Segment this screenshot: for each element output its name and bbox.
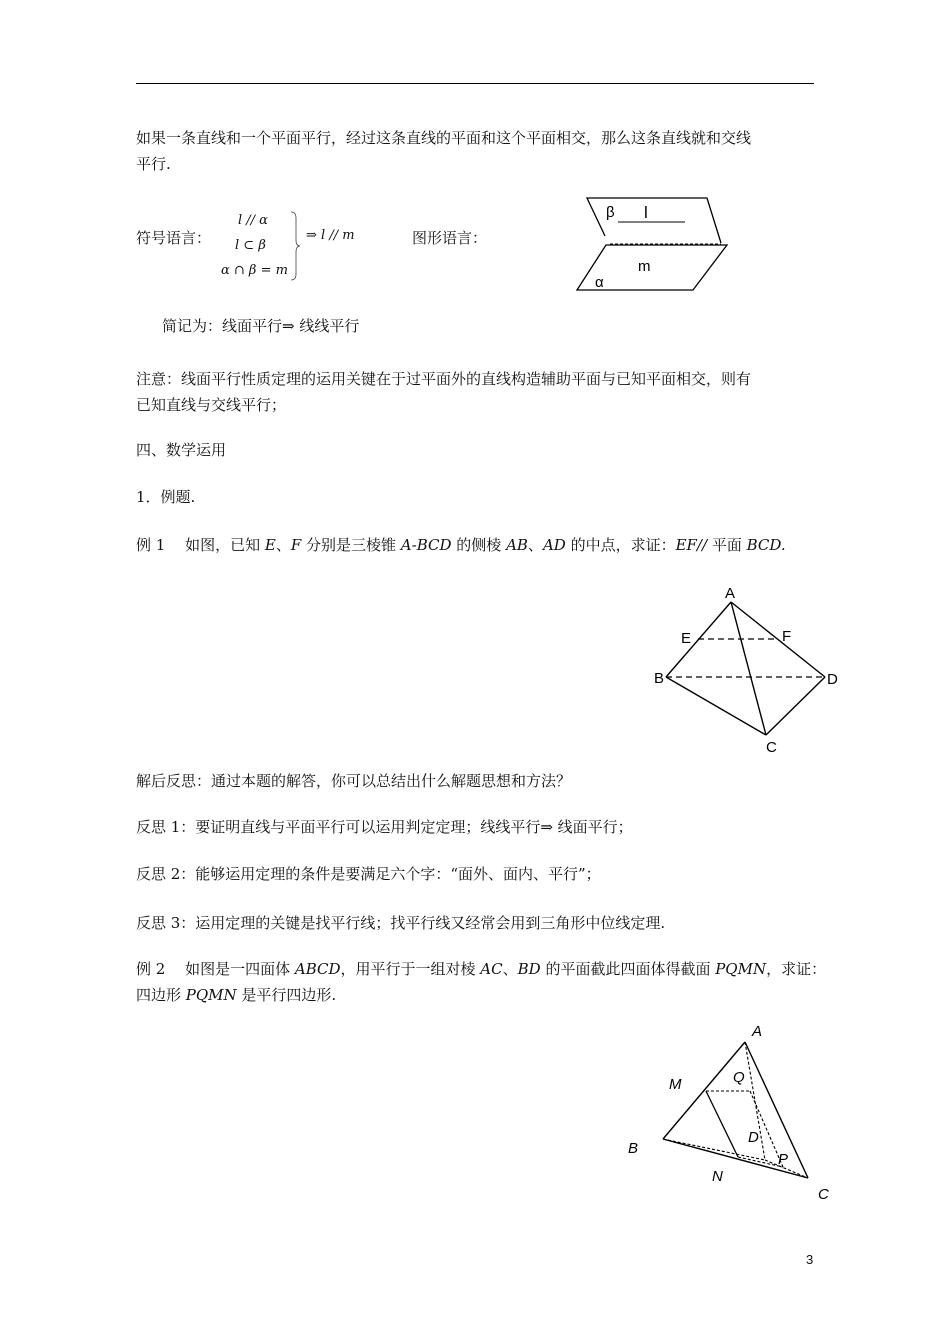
label-beta: β	[606, 204, 615, 221]
label-P: P	[778, 1151, 789, 1168]
tetrahedron-figure-2	[620, 1015, 840, 1210]
reflection-1: 反思 1：要证明直线与平面平行可以运用判定定理；线线平行⇒ 线面平行；	[136, 818, 633, 836]
summary: 简记为：线面平行⇒ 线线平行	[162, 317, 360, 335]
label-C: C	[766, 739, 777, 756]
edge-AC	[745, 1042, 808, 1178]
reflection-intro: 解后反思：通过本题的解答，你可以总结出什么解题思想和方法？	[136, 772, 572, 790]
label-N: N	[712, 1168, 723, 1185]
label-F: F	[782, 628, 792, 645]
label-l: l	[644, 203, 648, 222]
label-alpha: α	[595, 274, 604, 291]
label-C: C	[818, 1186, 829, 1203]
edge-AD	[731, 602, 825, 677]
note-line-1: 注意：线面平行性质定理的运用关键在于过平面外的直线构造辅助平面与已知平面相交，则有	[136, 370, 752, 388]
tetrahedron-figure-1	[650, 580, 850, 760]
label-E: E	[681, 630, 692, 647]
header-rule	[136, 83, 814, 84]
label-B: B	[654, 670, 665, 687]
label-D: D	[827, 671, 838, 688]
edge-AC	[731, 602, 766, 735]
condition-1: l // α	[238, 213, 268, 228]
reflection-2: 反思 2：能够运用定理的条件是要满足六个字：“面外、面内、平行”；	[136, 865, 601, 883]
planes-figure	[575, 193, 735, 297]
symbolic-label: 符号语言：	[136, 229, 212, 247]
conclusion: ⇒ l // m	[306, 228, 355, 243]
theorem-line-2: 平行.	[136, 155, 171, 173]
edge-BC	[666, 677, 766, 735]
theorem-line-1: 如果一条直线和一个平面平行，经过这条直线的平面和这个平面相交，那么这条直线就和交线	[136, 129, 752, 147]
subsection-heading: 1．例题.	[136, 488, 196, 506]
graphic-label: 图形语言：	[412, 229, 488, 247]
segment-MN	[706, 1091, 738, 1157]
edge-DC	[766, 677, 825, 735]
brace	[289, 210, 301, 282]
example-1: 例 1 如图，已知 E、F 分别是三棱锥 A-BCD 的侧棱 AB、AD 的中点，求证：EF// 平面 BCD.	[136, 536, 786, 554]
reflection-3: 反思 3：运用定理的关键是找平行线；找平行线又经常会用到三角形中位线定理.	[136, 914, 666, 932]
condition-2: l ⊂ β	[235, 238, 266, 253]
label-M: M	[669, 1076, 682, 1093]
note-line-2: 已知直线与交线平行；	[136, 396, 287, 414]
label-m: m	[638, 258, 651, 275]
label-B: B	[628, 1140, 639, 1157]
label-A: A	[752, 1023, 763, 1040]
example-2-line-2: 四边形 PQMN 是平行四边形.	[136, 986, 337, 1004]
label-A: A	[725, 585, 736, 602]
label-D: D	[748, 1129, 759, 1146]
condition-3: α ∩ β = m	[221, 263, 288, 278]
page-number: 3	[806, 1252, 814, 1267]
label-Q: Q	[733, 1069, 745, 1086]
example-2-line-1: 例 2 如图是一四面体 ABCD，用平行于一组对棱 AC、BD 的平面截此四面体得截面 PQMN，求证：	[136, 960, 827, 978]
section-heading: 四、数学运用	[136, 441, 227, 459]
